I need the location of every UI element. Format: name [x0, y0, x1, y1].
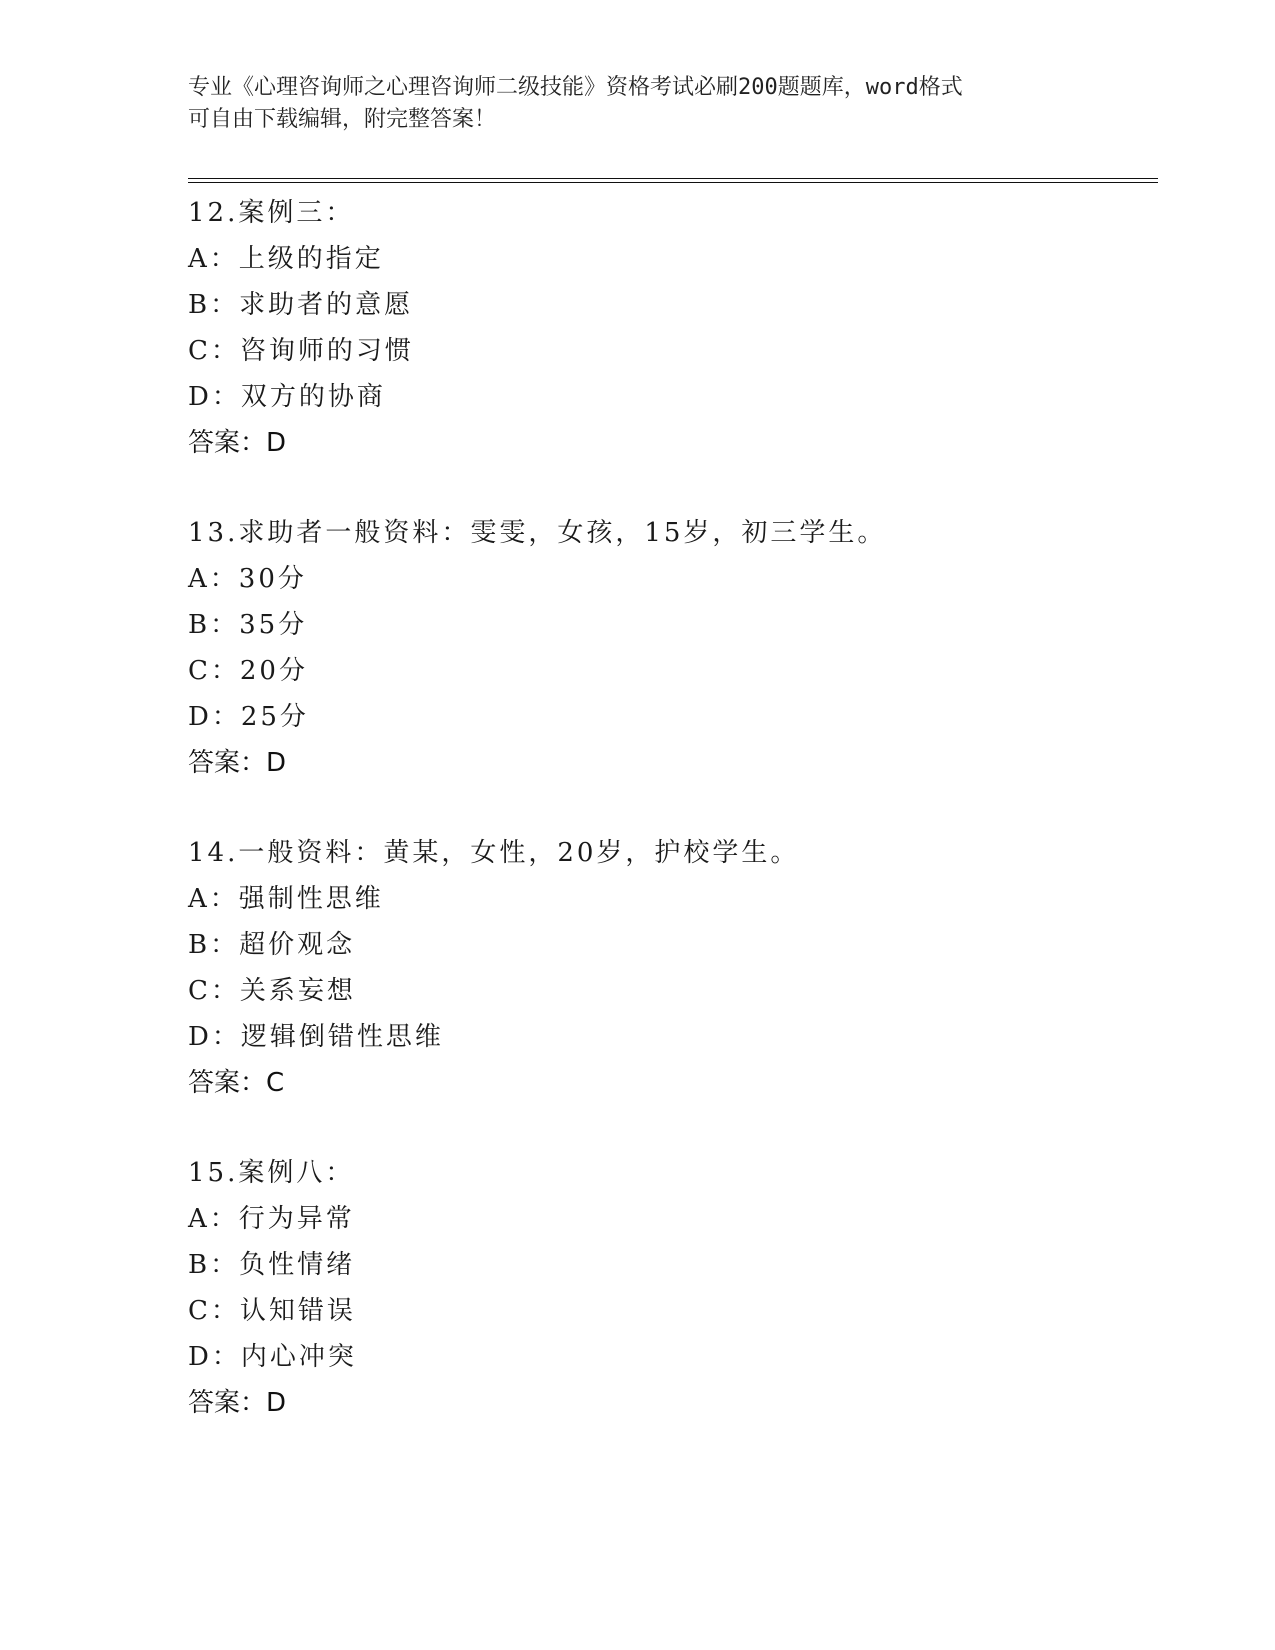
option-a: A：上级的指定 — [188, 244, 384, 274]
option-c: C：认知错误 — [188, 1296, 356, 1326]
option-a: A：行为异常 — [188, 1204, 355, 1234]
option-d: D：内心冲突 — [188, 1342, 357, 1372]
question-answer: 答案：C — [188, 1068, 285, 1098]
option-c: C：关系妄想 — [188, 976, 356, 1006]
question-14 — [188, 830, 1148, 1106]
option-b: B：求助者的意愿 — [188, 290, 414, 320]
question-list — [188, 190, 1148, 1426]
option-b: B：超价观念 — [188, 930, 356, 960]
question-stem: 13.求助者一般资料：雯雯，女孩，15岁，初三学生。 — [188, 518, 887, 548]
question-15 — [188, 1150, 1148, 1426]
question-12 — [188, 190, 1148, 466]
option-b: B：35分 — [188, 610, 308, 640]
question-13 — [188, 510, 1148, 786]
question-spacer — [188, 1106, 1148, 1150]
header-divider — [188, 178, 1158, 183]
question-stem: 12.案例三： — [188, 198, 355, 228]
question-stem: 15.案例八： — [188, 1158, 355, 1188]
question-spacer — [188, 786, 1148, 830]
option-c: C：咨询师的习惯 — [188, 336, 414, 366]
header-line-2: 可自由下载编辑，附完整答案！ — [188, 107, 497, 132]
option-d: D：逻辑倒错性思维 — [188, 1022, 444, 1052]
header-line-1: 专业《心理咨询师之心理咨询师二级技能》资格考试必刷200题题库，word格式 — [188, 75, 963, 100]
option-b: B：负性情绪 — [188, 1250, 356, 1280]
question-stem: 14.一般资料：黄某，女性，20岁，护校学生。 — [188, 838, 800, 868]
option-c: C：20分 — [188, 656, 308, 686]
question-answer: 答案：D — [188, 748, 287, 778]
option-a: A：强制性思维 — [188, 884, 384, 914]
option-d: D：双方的协商 — [188, 382, 386, 412]
option-a: A：30分 — [188, 564, 307, 594]
document-header — [188, 72, 1088, 136]
question-spacer — [188, 466, 1148, 510]
option-d: D：25分 — [188, 702, 309, 732]
question-answer: 答案：D — [188, 1388, 287, 1418]
question-answer: 答案：D — [188, 428, 287, 458]
